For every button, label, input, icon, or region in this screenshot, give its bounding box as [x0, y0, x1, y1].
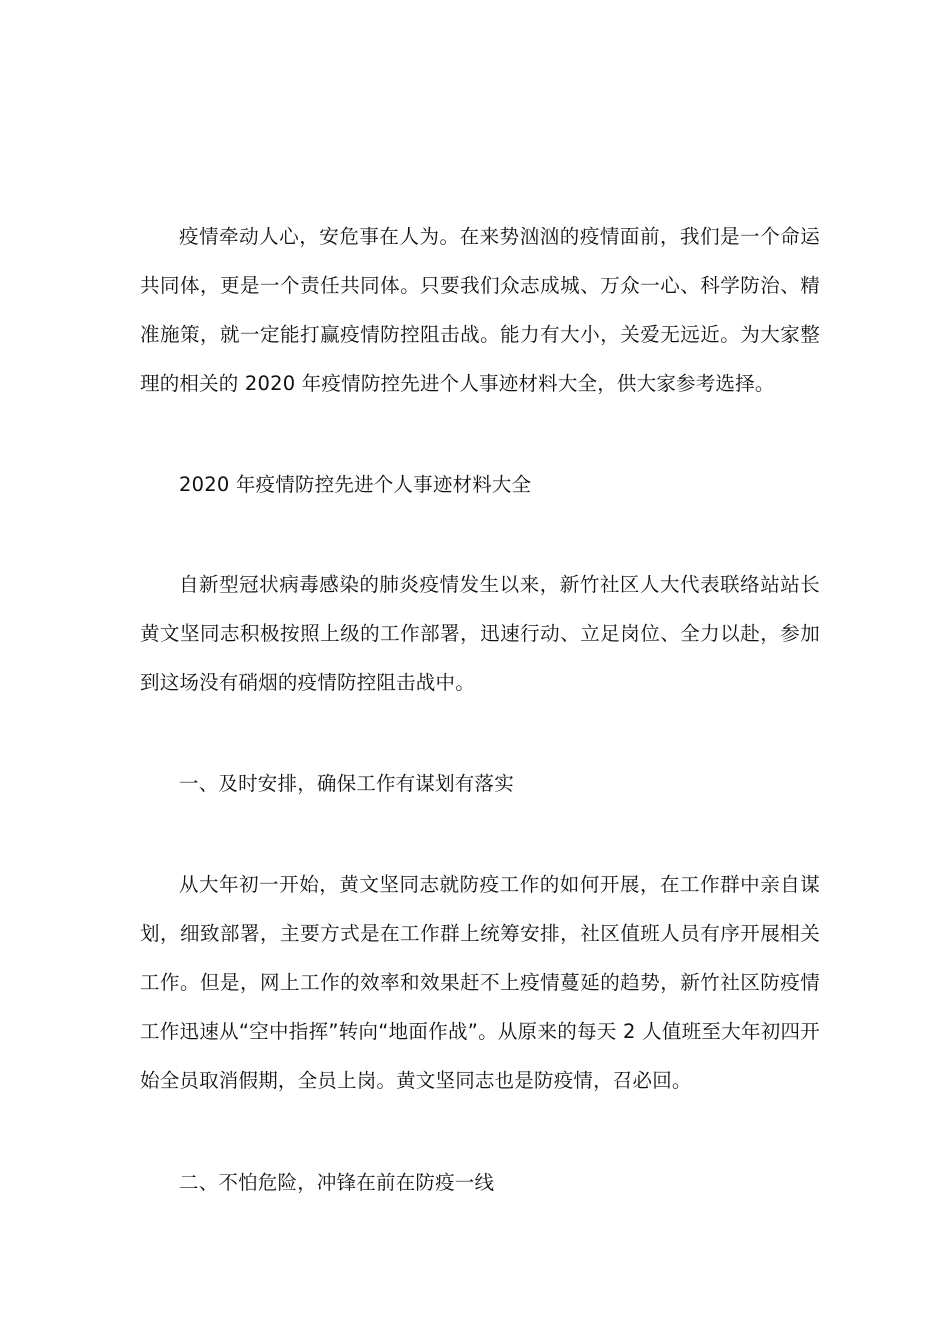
body-paragraph-2: 从大年初一开始，黄文坚同志就防疫工作的如何开展，在工作群中亲自谋划，细致部署，主要方式是在工作群上统筹安排，社区值班人员有序开展相关工作。但是，网上工作的效率和效果赶不上疫情蔓延的趋势，新竹社区防疫情工作迅速从“空中指挥”转向“地面作战”。从原来的每天 2 人值班至大年初四开始全员取消假期，全员上岗。黄文坚同志也是防疫情，召必回。	[140, 873, 820, 1092]
body-paragraph-1: 自新型冠状病毒感染的肺炎疫情发生以来，新竹社区人大代表联络站站长黄文坚同志积极按照上级的工作部署，迅速行动、立足岗位、全力以赴，参加到这场没有硝烟的疫情防控阻击战中。	[140, 573, 820, 694]
intro-paragraph: 疫情牵动人心，安危事在人为。在来势汹汹的疫情面前，我们是一个命运共同体，更是一个责任共同体。只要我们众志成城、万众一心、科学防治、精准施策，就一定能打赢疫情防控阻击战。能力有大小，关爱无远近。为大家整理的相关的 2020 年疫情防控先进个人事迹材料大全，供大家参考选择。	[140, 225, 820, 395]
section-heading-1: 一、及时安排，确保工作有谋划有落实	[179, 772, 514, 795]
document-title: 2020 年疫情防控先进个人事迹材料大全	[179, 473, 532, 496]
section-heading-2: 二、不怕危险，冲锋在前在防疫一线	[179, 1171, 495, 1194]
